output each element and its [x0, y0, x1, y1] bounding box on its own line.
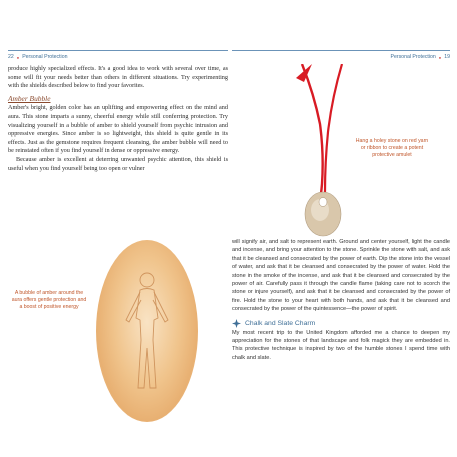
compass-star-icon: [232, 319, 241, 328]
chalk-slate-paragraph: My most recent trip to the United Kingdom afforded me a chance to deepen my appreciation for the stones of that landscape and folk magick they are embedded in. This protective technique is inspired by two of the humble stones I spend time with chalk and slate.: [232, 329, 450, 361]
ritual-paragraph: will signify air, and salt to represent earth. Ground and center yourself, light the candle and incense, and bring your attention to the stone. Sprinkle the stone with salt, and ask that it be cleansed and consecrated by the power of earth. Dip the stone into the vessel of water, and ask that it be cleansed and consecrated by the power of water. Hold the stone in the smoke of the incense, and ask that it be cleansed and consecrated by the power of air. Carefully pass it through the candle flame (taking care not to scorch the stone or injure yourself), and ask that it be cleansed and consecrated by the power of fire. Hold the stone to your heart with both hands, and ask that it be cleansed and consecrated by the power of the quintessence—the power of spirit.: [232, 239, 450, 313]
bullet-icon: ●: [438, 54, 442, 60]
intro-paragraph: produce highly specialized effects. It's a good idea to work with several over time, as some will fit your needs better than others in different situations. Try experimenting with the shields described below to find your favorites.: [8, 65, 228, 90]
left-page-header: [8, 50, 228, 63]
amber-paragraph-2: Because amber is excellent at deterring unwanted psychic attention, this shield is useful when you find yourself being too open or vulner: [8, 155, 228, 172]
holey-stone-illustration: [292, 64, 352, 242]
right-page-number: 19: [444, 54, 450, 60]
amber-paragraph-1: Amber's bright, golden color has an uplifting and empowering effect on the mind and aura. This stone imparts a sunny, cheerful energy while still conferring protection. Try visualizing yourself in a bubble of amber to shield yourself from psychic intrusion and oppressive energies. Since amber is so lightweight, this shield is quite gentle in its effects. Just as the gemstone requires frequent cleansing, the amber bubble will need to be reinstated often if you find yourself in dense or oppressive energy.: [8, 104, 228, 155]
left-page: [8, 50, 228, 418]
left-text-block: [8, 65, 228, 173]
left-running-title: Personal Protection: [22, 54, 68, 60]
right-page-header: [232, 50, 450, 63]
amber-caption: A bubble of amber around the aura offers gentle protection and a boost of positive energy: [11, 290, 87, 310]
human-figure-icon: [96, 240, 198, 422]
right-text-block: [232, 238, 450, 362]
chalk-slate-title: Chalk and Slate Charm: [245, 319, 316, 327]
left-page-number: 22: [8, 54, 14, 60]
stone-caption: Hang a holey stone on red yarn or ribbon to create a potent protective amulet: [355, 138, 429, 158]
bullet-icon: ●: [16, 54, 20, 60]
section-heading: Amber Bubble: [8, 93, 51, 103]
right-running-title: Personal Protection: [390, 54, 436, 60]
amber-bubble-illustration: [96, 240, 198, 422]
right-page: [232, 50, 450, 418]
chalk-slate-heading: [232, 319, 450, 328]
